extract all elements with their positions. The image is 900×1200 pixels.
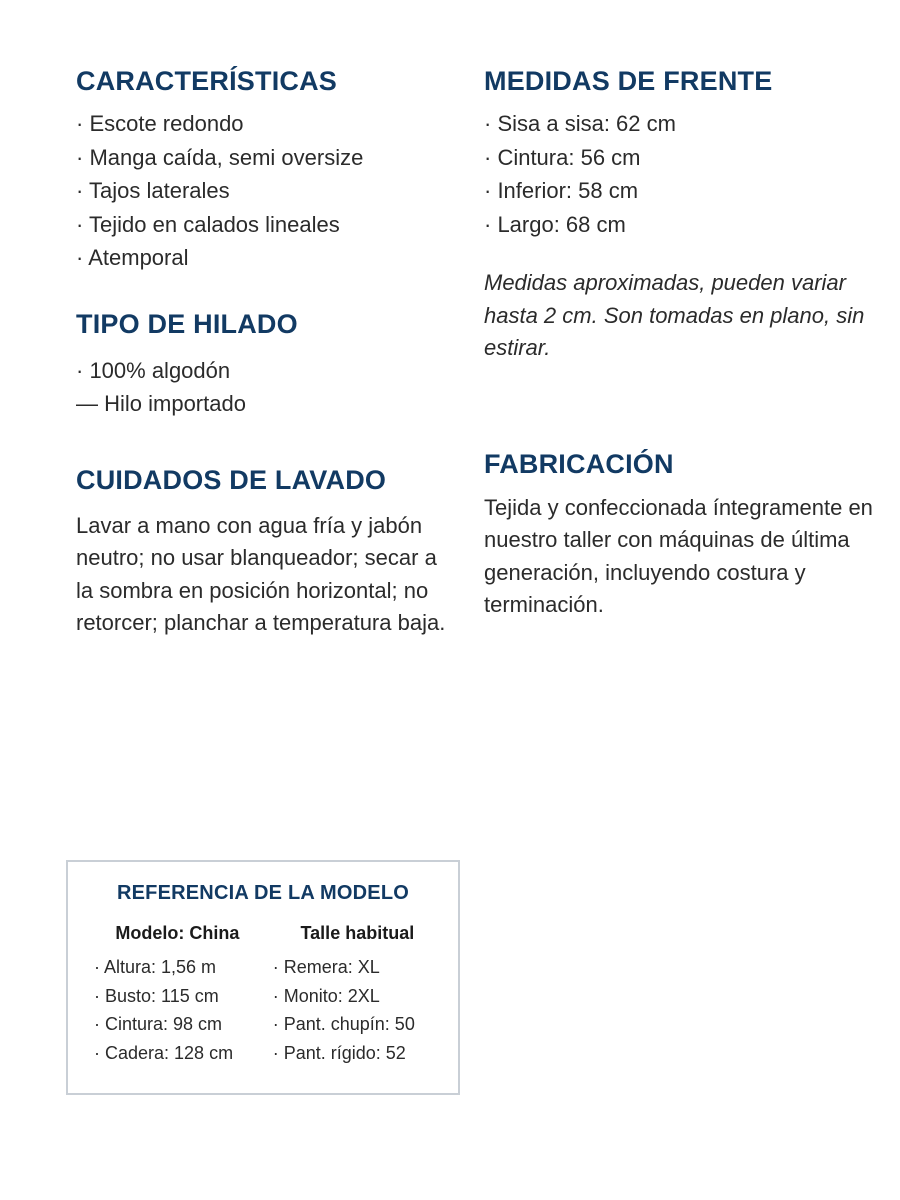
model-measurements-column	[82, 923, 271, 1067]
size-column-header: Talle habitual	[300, 923, 415, 943]
usual-size-column	[271, 923, 444, 1067]
medidas-note: Medidas aproximadas, pueden variar hasta 2 cm. Son tomadas en plano, sin estirar.	[484, 270, 865, 361]
section-tipo-de-hilado	[76, 309, 456, 421]
list-item: · Atemporal	[76, 245, 189, 271]
list-item: · Manga caída, semi oversize	[76, 144, 364, 170]
section-fabricacion	[484, 449, 874, 622]
list-item: · Pant. chupín: 50	[272, 1014, 415, 1034]
list-item: · 100% algodón	[76, 357, 231, 383]
left-column	[76, 66, 456, 670]
model-measurements-list	[84, 953, 271, 1067]
section-title-fabricacion: FABRICACIÓN	[484, 448, 674, 479]
caracteristicas-list	[76, 107, 456, 275]
section-title-cuidados-de-lavado: CUIDADOS DE LAVADO	[76, 464, 387, 495]
list-item: · Sisa a sisa: 62 cm	[484, 111, 676, 137]
list-item: · Largo: 68 cm	[484, 211, 626, 237]
list-item: — Hilo importado	[76, 391, 246, 417]
model-reference-columns	[68, 923, 458, 1067]
list-item: · Escote redondo	[76, 111, 244, 137]
list-item: · Cintura: 98 cm	[94, 1014, 223, 1034]
section-title-medidas-de-frente: MEDIDAS DE FRENTE	[484, 66, 773, 96]
list-item: · Tajos laterales	[76, 178, 230, 204]
model-column-header: Modelo: China	[115, 923, 240, 943]
model-reference-title: REFERENCIA DE LA MODELO	[116, 882, 409, 904]
tipo-de-hilado-list	[76, 354, 456, 421]
list-item: · Altura: 1,56 m	[94, 957, 217, 977]
cuidados-de-lavado-text: Lavar a mano con agua fría y jabón neutro; no usar blanqueador; secar a la sombra en posición horizontal; no retorcer; planchar a temperatura baja.	[76, 512, 446, 636]
list-item: · Pant. rígido: 52	[272, 1042, 406, 1063]
list-item: · Remera: XL	[272, 957, 380, 977]
usual-size-list	[271, 953, 444, 1067]
section-medidas-de-frente	[484, 66, 874, 365]
right-column	[484, 66, 874, 652]
medidas-list	[484, 107, 874, 241]
section-caracteristicas	[76, 66, 456, 275]
list-item: · Busto: 115 cm	[94, 985, 219, 1006]
list-item: · Cintura: 56 cm	[484, 144, 641, 170]
list-item: · Monito: 2XL	[272, 985, 380, 1006]
section-title-caracteristicas: CARACTERÍSTICAS	[76, 66, 338, 96]
list-item: · Inferior: 58 cm	[484, 178, 639, 204]
list-item: · Tejido en calados lineales	[76, 211, 340, 237]
section-title-tipo-de-hilado: TIPO DE HILADO	[76, 308, 298, 339]
list-item: · Cadera: 128 cm	[94, 1042, 234, 1063]
fabricacion-text: Tejida y confeccionada íntegramente en nuestro taller con máquinas de última generación, incluyendo costura y terminación.	[484, 494, 873, 618]
section-cuidados-de-lavado	[76, 465, 456, 640]
model-reference-box	[66, 860, 460, 1095]
